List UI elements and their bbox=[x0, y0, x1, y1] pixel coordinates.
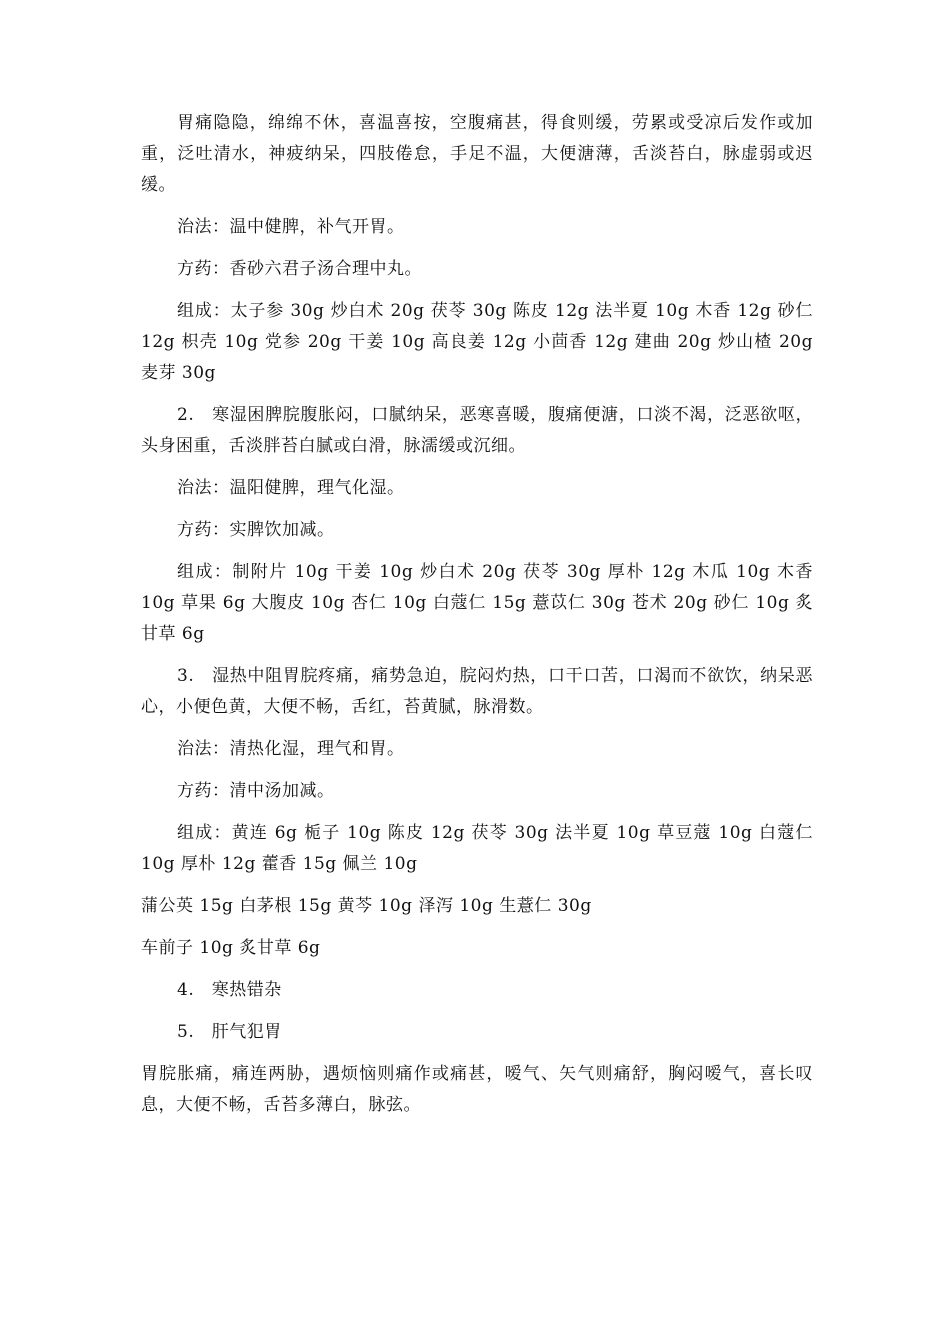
section-3-heading: 3. 湿热中阻胃脘疼痛，痛势急迫，脘闷灼热，口干口苦，口渴而不欲饮，纳呆恶心，小便色黄，大便不畅，舌红，苔黄腻，脉滑数。 bbox=[141, 666, 813, 717]
ingredients-continued: 车前子 10g 炙甘草 6g bbox=[141, 938, 321, 958]
prescription: 方药：香砂六君子汤合理中丸。 bbox=[177, 259, 422, 279]
treatment-method: 治法：温阳健脾，理气化湿。 bbox=[177, 478, 405, 498]
section-4-heading: 4. 寒热错杂 bbox=[177, 980, 282, 1000]
section-5-heading: 5. 肝气犯胃 bbox=[177, 1022, 282, 1042]
document-body bbox=[141, 108, 813, 1132]
symptom-paragraph: 胃脘胀痛，痛连两胁，遇烦恼则痛作或痛甚，嗳气、矢气则痛舒，胸闷嗳气，喜长叹息，大便不畅，舌苔多薄白，脉弦。 bbox=[141, 1064, 813, 1115]
ingredients-continued: 蒲公英 15g 白茅根 15g 黄芩 10g 泽泻 10g 生薏仁 30g bbox=[141, 896, 592, 916]
prescription: 方药：实脾饮加减。 bbox=[177, 520, 335, 540]
treatment-method: 治法：温中健脾，补气开胃。 bbox=[177, 217, 405, 237]
symptom-paragraph: 胃痛隐隐，绵绵不休，喜温喜按，空腹痛甚，得食则缓，劳累或受凉后发作或加重，泛吐清水，神疲纳呆，四肢倦怠，手足不温，大便溏薄，舌淡苔白，脉虚弱或迟缓。 bbox=[141, 113, 813, 195]
ingredients: 组成：黄连 6g 栀子 10g 陈皮 12g 茯苓 30g 法半夏 10g 草豆蔻 10g 白蔻仁 10g 厚朴 12g 藿香 15g 佩兰 10g bbox=[141, 823, 813, 874]
ingredients: 组成：太子参 30g 炒白术 20g 茯苓 30g 陈皮 12g 法半夏 10g 木香 12g 砂仁 12g 枳壳 10g 党参 20g 干姜 10g 高良姜 12g 小茴香 12g 建曲 20g 炒山楂 20g 麦芽 30g bbox=[141, 301, 813, 383]
treatment-method: 治法：清热化湿，理气和胃。 bbox=[177, 739, 405, 759]
prescription: 方药：清中汤加减。 bbox=[177, 781, 335, 801]
ingredients: 组成：制附片 10g 干姜 10g 炒白术 20g 茯苓 30g 厚朴 12g 木瓜 10g 木香 10g 草果 6g 大腹皮 10g 杏仁 10g 白蔻仁 15g 薏苡仁 30g 苍术 20g 砂仁 10g 炙甘草 6g bbox=[141, 562, 813, 644]
section-2-heading: 2. 寒湿困脾脘腹胀闷，口腻纳呆，恶寒喜暖，腹痛便溏，口淡不渴，泛恶欲呕，头身困重，舌淡胖苔白腻或白滑，脉濡缓或沉细。 bbox=[141, 405, 813, 456]
